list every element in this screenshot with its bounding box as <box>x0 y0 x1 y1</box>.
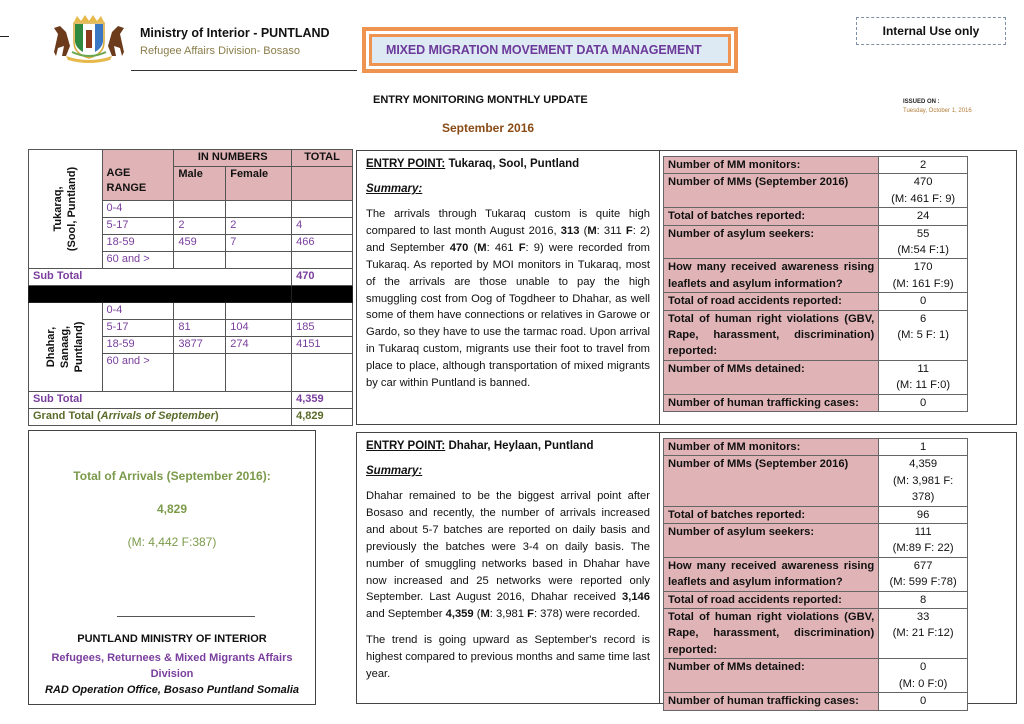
total-cell <box>292 252 353 269</box>
summary-part: : 3,981 <box>489 608 528 621</box>
separator-cell <box>29 286 292 303</box>
stat-value <box>879 174 968 208</box>
summary-part: : 461 <box>486 241 519 254</box>
male-cell <box>174 354 226 392</box>
entry-point-panel-tukaraq <box>356 150 1017 425</box>
total-arrivals-title: Total of Arrivals (September 2016): <box>73 469 271 483</box>
stat-label: How many received awareness rising leaflets and asylum information? <box>664 259 879 293</box>
stat-label: Total of batches reported: <box>664 208 879 225</box>
stat-value <box>879 394 968 411</box>
issued-on-date: Tuesday, October 1, 2016 <box>903 108 972 114</box>
stat-row <box>664 506 968 523</box>
summary-column <box>357 151 660 424</box>
stat-value <box>879 259 968 293</box>
stat-value <box>879 506 968 523</box>
stat-detail: (M: 161 F:9) <box>892 277 954 290</box>
total-header: TOTAL <box>292 150 353 167</box>
total-cell: 4151 <box>292 337 353 354</box>
stat-value <box>879 310 968 360</box>
male-cell: 459 <box>174 235 226 252</box>
female-cell <box>226 354 292 392</box>
grand-total-row <box>29 409 353 426</box>
summary-bold: M <box>587 224 597 237</box>
summary-part: : 378) were recorded. <box>533 608 641 621</box>
banner-title: MIXED MIGRATION MOVEMENT DATA MANAGEMENT <box>386 43 702 57</box>
total-arrivals-box <box>28 430 316 705</box>
female-cell: 7 <box>226 235 292 252</box>
stat-number: 11 <box>917 362 929 375</box>
stat-number: 170 <box>913 261 933 274</box>
stats-table <box>663 438 968 711</box>
stat-row <box>664 693 968 710</box>
age-cell: 60 and > <box>102 252 174 269</box>
stat-label: How many received awareness rising leaflets and asylum information? <box>664 557 879 591</box>
stat-value <box>879 693 968 710</box>
stat-value <box>879 557 968 591</box>
stat-label: Number of asylum seekers: <box>664 524 879 558</box>
stat-number: 24 <box>916 210 930 223</box>
stat-value <box>879 293 968 310</box>
summary-bold: F <box>625 224 633 237</box>
stat-label: Number of MMs (September 2016) <box>664 456 879 506</box>
summary-bold: 4,359 <box>445 608 474 621</box>
stat-number: 96 <box>916 508 930 521</box>
female-cell <box>226 252 292 269</box>
stat-row <box>664 360 968 394</box>
stat-value <box>879 524 968 558</box>
total-cell: 466 <box>292 235 353 252</box>
banner-inner <box>369 34 731 66</box>
stat-row <box>664 659 968 693</box>
stat-label: Total of batches reported: <box>664 506 879 523</box>
summary-part: ( <box>579 224 588 237</box>
stat-row <box>664 208 968 225</box>
summary-column <box>357 433 660 703</box>
stat-label: Total of road accidents reported: <box>664 591 879 608</box>
total-cell <box>292 354 353 392</box>
summary-part: ( <box>468 241 478 254</box>
summary-bold: 3,146 <box>622 591 650 604</box>
summary-text <box>366 206 650 392</box>
stat-label: Total of road accidents reported: <box>664 293 879 310</box>
division-subtitle: Refugee Affairs Division- Bosaso <box>140 45 300 57</box>
stat-label: Number of MMs detained: <box>664 659 879 693</box>
stat-label: Number of MMs detained: <box>664 360 879 394</box>
margin-dash <box>0 36 9 37</box>
banner <box>362 27 738 73</box>
entry-point-name: Dhahar, Heylaan, Puntland <box>448 440 594 452</box>
stat-value <box>879 157 968 174</box>
total-cell: 4 <box>292 218 353 235</box>
age-cell: 5-17 <box>102 320 174 337</box>
location-cell-dhahar <box>29 303 103 392</box>
age-cell: 0-4 <box>102 201 174 218</box>
age-cell: 0-4 <box>102 303 174 320</box>
summary-bold: F <box>527 608 534 621</box>
total-arrivals-breakdown: (M: 4,442 F:387) <box>127 535 217 549</box>
summary-part: Dhahar remained to be the biggest arrival point after Bosaso and recently, the number of arrivals increased and about 5-7 batches are reported on daily basis and previously the batches were 3-4 on daily basis. The number of smuggling networks based in Dhahar have now increased and 25 networks were reported only September. Last August 2016, Dhahar received <box>366 490 650 604</box>
coat-of-arms-icon <box>44 12 134 64</box>
entry-point-title <box>366 158 650 170</box>
male-cell <box>174 303 226 320</box>
stat-detail: (M:89 F: 22) <box>892 542 954 555</box>
stat-number: 0 <box>920 396 927 409</box>
stat-number: 6 <box>920 312 927 325</box>
entry-point-title <box>366 440 650 452</box>
summary-part: : 2) and September <box>366 224 650 254</box>
stat-number: 0 <box>919 661 927 674</box>
subtotal-row <box>29 269 353 286</box>
stat-number: 8 <box>919 593 927 606</box>
subtotal-row <box>29 392 353 409</box>
separator-cell <box>292 286 353 303</box>
summary-bold: 313 <box>560 224 580 237</box>
stat-value <box>879 439 968 456</box>
stat-detail: (M: 11 F:0) <box>896 379 951 392</box>
stat-row <box>664 456 968 506</box>
stat-number: 0 <box>919 695 927 708</box>
female-cell: 274 <box>226 337 292 354</box>
stat-value <box>879 225 968 259</box>
grand-total-label-c: ) <box>214 410 219 422</box>
stat-detail: (M:54 F:1) <box>897 244 949 257</box>
female-cell <box>226 201 292 218</box>
grand-total-label-a: Grand Total ( <box>33 410 101 422</box>
subtotal-value: 4,359 <box>292 392 353 409</box>
stat-label: Number of MMs (September 2016) <box>664 174 879 208</box>
male-header: Male <box>174 167 226 201</box>
summary-part: : 9) were recorded from Tukaraq. As reported by MOI monitors in Tukaraq, most of the arrivals are those unable to pay the high smuggling cost from Oog of Togdheer to Dhahar, as well some of them have connections or relatives in Garowe or Gardo, so they have to use the tarmac road. Upon arrival in Tukaraq custom, migrants use their foot to travel from place to place, although transportation of mixed migrants by car within Puntland is banned. <box>366 241 650 390</box>
total-cell <box>292 303 353 320</box>
location-label: Dhahar, Sanaag, Puntland) <box>45 321 86 373</box>
total-header-blank <box>292 167 353 201</box>
stat-row <box>664 394 968 411</box>
summary-label: Summary: <box>366 183 423 195</box>
separator-row <box>29 286 353 303</box>
entry-point-panel-dhahar <box>356 432 1017 708</box>
stat-number: 111 <box>914 526 932 539</box>
stat-label: Number of MM monitors: <box>664 157 879 174</box>
header-divider <box>131 70 357 71</box>
stat-detail: (M: 5 F: 1) <box>897 329 949 342</box>
stat-number: 1 <box>919 441 927 453</box>
female-cell <box>226 303 292 320</box>
summary-bold: 470 <box>449 241 469 254</box>
stat-value <box>879 609 968 659</box>
stat-label: Number of asylum seekers: <box>664 225 879 259</box>
stat-number: 2 <box>920 159 927 171</box>
summary-part: The arrivals through Tukaraq custom is quite high compared to last month August 2016, <box>366 208 650 237</box>
stat-label: Total of human right violations (GBV, Rape, harassment, discrimination) reported: <box>664 609 879 659</box>
org-name: PUNTLAND MINISTRY OF INTERIOR <box>77 633 267 645</box>
stat-value <box>879 659 968 693</box>
grand-total-value: 4,829 <box>292 409 353 426</box>
stat-row <box>664 157 968 174</box>
age-cell: 60 and > <box>102 354 174 392</box>
org-division: Refugees, Returnees & Mixed Migrants Affairs Division <box>51 652 293 680</box>
in-numbers-header: IN NUMBERS <box>174 150 292 167</box>
stat-number: 55 <box>916 227 930 240</box>
stat-value <box>879 360 968 394</box>
male-cell <box>174 201 226 218</box>
stat-row <box>664 293 968 310</box>
male-cell: 2 <box>174 218 226 235</box>
female-cell: 2 <box>226 218 292 235</box>
male-cell: 3877 <box>174 337 226 354</box>
male-cell: 81 <box>174 320 226 337</box>
document-title: ENTRY MONITORING MONTHLY UPDATE <box>373 94 588 106</box>
age-range-header: AGE RANGE <box>102 150 174 201</box>
stat-number: 33 <box>916 611 930 624</box>
stat-row <box>664 524 968 558</box>
stat-label: Number of human trafficking cases: <box>664 693 879 710</box>
stat-row <box>664 310 968 360</box>
stat-detail: (M: 0 F:0) <box>898 677 948 690</box>
arrivals-table <box>28 149 353 426</box>
stat-value <box>879 456 968 506</box>
stat-row <box>664 259 968 293</box>
total-cell <box>292 201 353 218</box>
summary-part: ( <box>473 608 481 621</box>
summary-part: : 311 <box>596 224 626 237</box>
summary-trend-text: The trend is going upward as September's record is highest compared to previous months and same time last year. <box>366 634 650 681</box>
male-cell <box>174 252 226 269</box>
summary-bold: M <box>480 608 490 621</box>
age-cell: 18-59 <box>102 337 174 354</box>
summary-part: and September <box>366 608 446 621</box>
stat-number: 677 <box>913 559 933 572</box>
age-cell: 18-59 <box>102 235 174 252</box>
stat-row <box>664 174 968 208</box>
summary-bold: M <box>477 241 487 254</box>
signature-line <box>117 616 255 617</box>
stats-table <box>663 156 968 412</box>
entry-point-label: ENTRY POINT: <box>366 440 446 452</box>
stat-label: Number of MM monitors: <box>664 439 879 456</box>
internal-use-badge: Internal Use only <box>856 17 1006 45</box>
stat-detail: (M: 3,981 F: 378) <box>892 474 954 504</box>
entry-point-name: Tukaraq, Sool, Puntland <box>448 158 580 170</box>
stat-value <box>879 591 968 608</box>
stat-row <box>664 609 968 659</box>
stat-label: Number of human trafficking cases: <box>664 394 879 411</box>
stat-label: Total of human right violations (GBV, Rape, harassment, discrimination) reported: <box>664 310 879 360</box>
stat-detail: (M: 461 F: 9) <box>891 192 956 205</box>
summary-label: Summary: <box>366 465 423 477</box>
document-month: September 2016 <box>442 121 535 135</box>
issued-on-label: ISSUED ON : <box>903 99 940 105</box>
stat-detail: (M: 599 F:78) <box>889 576 957 589</box>
subtotal-value: 470 <box>292 269 353 286</box>
stat-value <box>879 208 968 225</box>
ministry-title: Ministry of Interior - PUNTLAND <box>140 26 330 40</box>
summary-text <box>366 488 650 623</box>
female-header: Female <box>226 167 292 201</box>
subtotal-label: Sub Total <box>29 269 292 286</box>
grand-total-label <box>29 409 292 426</box>
location-cell-tukaraq <box>29 150 103 269</box>
subtotal-label: Sub Total <box>29 392 292 409</box>
stat-row <box>664 557 968 591</box>
entry-point-label: ENTRY POINT: <box>366 158 446 170</box>
female-cell: 104 <box>226 320 292 337</box>
stat-detail: (M: 21 F:12) <box>892 627 954 640</box>
table-row <box>29 303 353 320</box>
age-cell: 5-17 <box>102 218 174 235</box>
stat-number: 4,359 <box>909 458 938 471</box>
location-label: Tukaraq, (Sool, Puntland) <box>52 166 79 252</box>
stat-number: 470 <box>913 176 933 189</box>
grand-total-label-b: Arrivals of September <box>100 410 215 422</box>
summary-bold: F <box>518 241 526 254</box>
stat-row <box>664 439 968 456</box>
total-arrivals-number: 4,829 <box>156 502 188 516</box>
stat-row <box>664 591 968 608</box>
stat-row <box>664 225 968 259</box>
org-office: RAD Operation Office, Bosaso Puntland Somalia <box>44 684 300 696</box>
stat-number: 0 <box>920 295 927 308</box>
total-cell: 185 <box>292 320 353 337</box>
